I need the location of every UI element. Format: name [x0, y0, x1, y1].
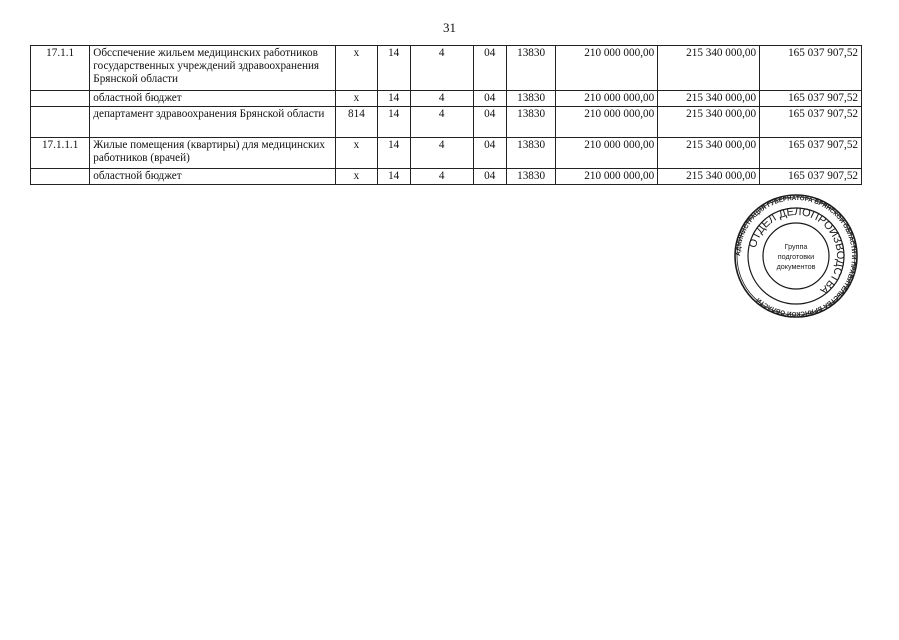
row-sum-2: 215 340 000,00 — [658, 138, 760, 169]
row-pr: 4 — [410, 169, 473, 185]
row-sum-2: 215 340 000,00 — [658, 169, 760, 185]
row-sum-1: 210 000 000,00 — [556, 107, 658, 138]
row-rz: 14 — [377, 91, 410, 107]
row-sum-1: 210 000 000,00 — [556, 169, 658, 185]
row-gr: х — [336, 138, 377, 169]
row-code — [31, 91, 90, 107]
row-sum-3: 165 037 907,52 — [760, 138, 862, 169]
row-sum-3: 165 037 907,52 — [760, 46, 862, 91]
row-gr: х — [336, 91, 377, 107]
row-rz: 14 — [377, 107, 410, 138]
table-row — [31, 91, 862, 107]
row-pr: 4 — [410, 91, 473, 107]
row-code — [31, 169, 90, 185]
row-code: 17.1.1.1 — [31, 138, 90, 169]
budget-table — [30, 45, 862, 185]
stamp-center-line-1: Группа — [784, 242, 808, 251]
row-gr: 814 — [336, 107, 377, 138]
row-gr: х — [336, 46, 377, 91]
stamp-center-line-2: подготовки — [777, 252, 815, 261]
row-rz: 14 — [377, 138, 410, 169]
row-gr: х — [336, 169, 377, 185]
row-cs: 04 — [473, 169, 506, 185]
row-name: Обсспечение жильем медицинских работников государственных учреждений здравоохранения Брянской области — [90, 46, 336, 91]
row-sum-3: 165 037 907,52 — [760, 169, 862, 185]
row-code — [31, 107, 90, 138]
table-row — [31, 107, 862, 138]
row-pr: 4 — [410, 46, 473, 91]
row-cf: 13830 — [506, 91, 555, 107]
row-sum-2: 215 340 000,00 — [658, 46, 760, 91]
row-cf: 13830 — [506, 169, 555, 185]
row-sum-2: 215 340 000,00 — [658, 107, 760, 138]
table-row — [31, 46, 862, 91]
table-row — [31, 169, 862, 185]
row-sum-3: 165 037 907,52 — [760, 91, 862, 107]
page-number: 31 — [443, 20, 456, 35]
row-name: Жилые помещения (квартиры) для медицинских работников (врачей) — [90, 138, 336, 169]
row-cs: 04 — [473, 107, 506, 138]
stamp-outer-textpath: АДМИНИСТРАЦИЯ ГУБЕРНАТОРА БРЯНСКОЙ ОБЛАСТИ И ПРАВИТЕЛЬСТВА БРЯНСКОЙ ОБЛАСТИ — [734, 194, 858, 318]
row-cs: 04 — [473, 138, 506, 169]
row-cf: 13830 — [506, 138, 555, 169]
row-name: департамент здравоохранения Брянской области — [90, 107, 336, 138]
table-row — [31, 138, 862, 169]
stamp-center-line-3: документов — [776, 262, 816, 271]
row-sum-1: 210 000 000,00 — [556, 46, 658, 91]
row-sum-1: 210 000 000,00 — [556, 91, 658, 107]
row-code: 17.1.1 — [31, 46, 90, 91]
row-name: областной бюджет — [90, 169, 336, 185]
row-name: областной бюджет — [90, 91, 336, 107]
row-cs: 04 — [473, 46, 506, 91]
row-sum-2: 215 340 000,00 — [658, 91, 760, 107]
row-sum-1: 210 000 000,00 — [556, 138, 658, 169]
row-pr: 4 — [410, 107, 473, 138]
office-stamp — [733, 193, 859, 319]
row-cf: 13830 — [506, 46, 555, 91]
stamp-ring-textpath: ОТДЕЛ ДЕЛОПРОИЗВОДСТВА — [746, 205, 847, 297]
row-cs: 04 — [473, 91, 506, 107]
row-rz: 14 — [377, 46, 410, 91]
row-cf: 13830 — [506, 107, 555, 138]
row-sum-3: 165 037 907,52 — [760, 107, 862, 138]
row-rz: 14 — [377, 169, 410, 185]
row-pr: 4 — [410, 138, 473, 169]
